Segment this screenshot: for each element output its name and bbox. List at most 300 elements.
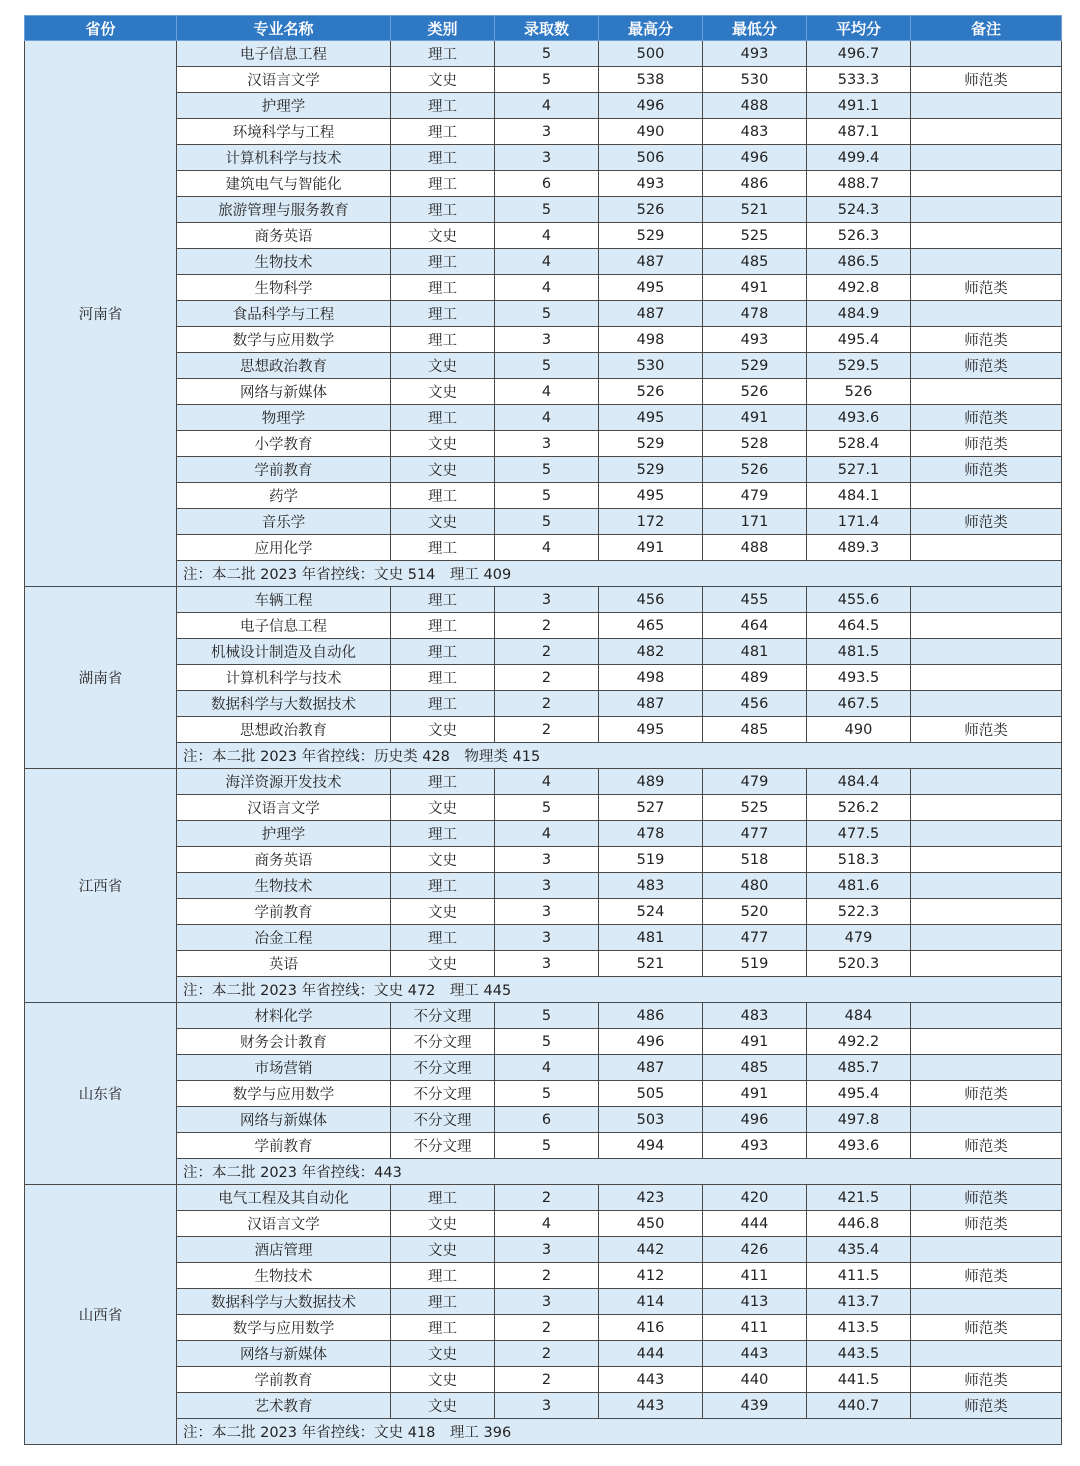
major-cell: 计算机科学与技术 <box>177 145 391 171</box>
admitted-count-cell: 2 <box>495 665 599 691</box>
table-row <box>25 1055 1062 1081</box>
min-score-cell: 521 <box>703 197 807 223</box>
remarks-cell <box>911 821 1062 847</box>
min-score-cell: 464 <box>703 613 807 639</box>
avg-score-cell: 526 <box>807 379 911 405</box>
min-score-cell: 426 <box>703 1237 807 1263</box>
table-row <box>25 145 1062 171</box>
max-score-cell: 465 <box>599 613 703 639</box>
admission-table-container <box>24 15 1061 1445</box>
min-score-cell: 526 <box>703 379 807 405</box>
major-cell: 护理学 <box>177 821 391 847</box>
remarks-cell: 师范类 <box>911 717 1062 743</box>
major-cell: 物理学 <box>177 405 391 431</box>
province-note-row <box>25 743 1062 769</box>
category-cell: 文史 <box>391 509 495 535</box>
header-avg-score: 平均分 <box>807 16 911 41</box>
table-row <box>25 1315 1062 1341</box>
avg-score-cell: 481.5 <box>807 639 911 665</box>
province-cell: 湖南省 <box>25 587 177 769</box>
province-cell: 山东省 <box>25 1003 177 1185</box>
admitted-count-cell: 3 <box>495 1237 599 1263</box>
max-score-cell: 526 <box>599 379 703 405</box>
avg-score-cell: 492.8 <box>807 275 911 301</box>
remarks-cell: 师范类 <box>911 431 1062 457</box>
category-cell: 理工 <box>391 327 495 353</box>
admitted-count-cell: 5 <box>495 301 599 327</box>
category-cell: 文史 <box>391 795 495 821</box>
avg-score-cell: 421.5 <box>807 1185 911 1211</box>
province-cell: 山西省 <box>25 1185 177 1445</box>
category-cell: 文史 <box>391 951 495 977</box>
admitted-count-cell: 5 <box>495 795 599 821</box>
major-cell: 汉语言文学 <box>177 67 391 93</box>
min-score-cell: 444 <box>703 1211 807 1237</box>
min-score-cell: 413 <box>703 1289 807 1315</box>
major-cell: 车辆工程 <box>177 587 391 613</box>
avg-score-cell: 413.5 <box>807 1315 911 1341</box>
category-cell: 理工 <box>391 145 495 171</box>
max-score-cell: 524 <box>599 899 703 925</box>
avg-score-cell: 518.3 <box>807 847 911 873</box>
avg-score-cell: 493.6 <box>807 1133 911 1159</box>
remarks-cell <box>911 145 1062 171</box>
admitted-count-cell: 5 <box>495 457 599 483</box>
max-score-cell: 530 <box>599 353 703 379</box>
min-score-cell: 493 <box>703 1133 807 1159</box>
category-cell: 理工 <box>391 873 495 899</box>
category-cell: 文史 <box>391 457 495 483</box>
table-row <box>25 275 1062 301</box>
remarks-cell: 师范类 <box>911 353 1062 379</box>
avg-score-cell: 479 <box>807 925 911 951</box>
max-score-cell: 482 <box>599 639 703 665</box>
table-row <box>25 41 1062 67</box>
avg-score-cell: 477.5 <box>807 821 911 847</box>
major-cell: 药学 <box>177 483 391 509</box>
category-cell: 文史 <box>391 379 495 405</box>
major-cell: 艺术教育 <box>177 1393 391 1419</box>
max-score-cell: 412 <box>599 1263 703 1289</box>
table-row <box>25 691 1062 717</box>
remarks-cell <box>911 1029 1062 1055</box>
avg-score-cell: 413.7 <box>807 1289 911 1315</box>
table-row <box>25 717 1062 743</box>
table-row <box>25 1393 1062 1419</box>
category-cell: 理工 <box>391 1263 495 1289</box>
min-score-cell: 485 <box>703 1055 807 1081</box>
admitted-count-cell: 4 <box>495 405 599 431</box>
province-note-row <box>25 977 1062 1003</box>
table-row <box>25 93 1062 119</box>
category-cell: 理工 <box>391 691 495 717</box>
remarks-cell <box>911 171 1062 197</box>
major-cell: 财务会计教育 <box>177 1029 391 1055</box>
admitted-count-cell: 4 <box>495 93 599 119</box>
admitted-count-cell: 5 <box>495 197 599 223</box>
major-cell: 小学教育 <box>177 431 391 457</box>
major-cell: 数学与应用数学 <box>177 1081 391 1107</box>
min-score-cell: 485 <box>703 717 807 743</box>
major-cell: 电子信息工程 <box>177 41 391 67</box>
remarks-cell <box>911 587 1062 613</box>
min-score-cell: 485 <box>703 249 807 275</box>
category-cell: 不分文理 <box>391 1133 495 1159</box>
max-score-cell: 495 <box>599 405 703 431</box>
table-row <box>25 587 1062 613</box>
category-cell: 文史 <box>391 431 495 457</box>
max-score-cell: 496 <box>599 1029 703 1055</box>
major-cell: 机械设计制造及自动化 <box>177 639 391 665</box>
admitted-count-cell: 4 <box>495 1055 599 1081</box>
header-category: 类别 <box>391 16 495 41</box>
table-row <box>25 1133 1062 1159</box>
remarks-cell <box>911 665 1062 691</box>
category-cell: 文史 <box>391 717 495 743</box>
admitted-count-cell: 5 <box>495 1029 599 1055</box>
admitted-count-cell: 3 <box>495 847 599 873</box>
min-score-cell: 481 <box>703 639 807 665</box>
category-cell: 理工 <box>391 925 495 951</box>
min-score-cell: 477 <box>703 925 807 951</box>
min-score-cell: 488 <box>703 93 807 119</box>
admitted-count-cell: 3 <box>495 899 599 925</box>
major-cell: 护理学 <box>177 93 391 119</box>
major-cell: 网络与新媒体 <box>177 1341 391 1367</box>
max-score-cell: 495 <box>599 483 703 509</box>
admitted-count-cell: 2 <box>495 613 599 639</box>
table-row <box>25 301 1062 327</box>
major-cell: 数学与应用数学 <box>177 327 391 353</box>
table-row <box>25 1237 1062 1263</box>
category-cell: 理工 <box>391 483 495 509</box>
avg-score-cell: 522.3 <box>807 899 911 925</box>
min-score-cell: 519 <box>703 951 807 977</box>
province-note-row <box>25 1419 1062 1445</box>
major-cell: 市场营销 <box>177 1055 391 1081</box>
major-cell: 生物技术 <box>177 249 391 275</box>
remarks-cell: 师范类 <box>911 1211 1062 1237</box>
category-cell: 文史 <box>391 223 495 249</box>
remarks-cell <box>911 223 1062 249</box>
control-line-note: 注：本二批 2023 年省控线：历史类 428 物理类 415 <box>177 743 1062 769</box>
min-score-cell: 496 <box>703 1107 807 1133</box>
min-score-cell: 478 <box>703 301 807 327</box>
max-score-cell: 416 <box>599 1315 703 1341</box>
header-major: 专业名称 <box>177 16 391 41</box>
category-cell: 不分文理 <box>391 1055 495 1081</box>
table-row <box>25 613 1062 639</box>
avg-score-cell: 520.3 <box>807 951 911 977</box>
max-score-cell: 494 <box>599 1133 703 1159</box>
table-row <box>25 353 1062 379</box>
min-score-cell: 518 <box>703 847 807 873</box>
remarks-cell <box>911 1237 1062 1263</box>
max-score-cell: 495 <box>599 275 703 301</box>
admitted-count-cell: 5 <box>495 1003 599 1029</box>
min-score-cell: 411 <box>703 1315 807 1341</box>
max-score-cell: 529 <box>599 431 703 457</box>
admission-scores-table <box>24 15 1062 1445</box>
remarks-cell: 师范类 <box>911 405 1062 431</box>
major-cell: 网络与新媒体 <box>177 1107 391 1133</box>
avg-score-cell: 533.3 <box>807 67 911 93</box>
avg-score-cell: 489.3 <box>807 535 911 561</box>
category-cell: 不分文理 <box>391 1029 495 1055</box>
major-cell: 汉语言文学 <box>177 795 391 821</box>
min-score-cell: 520 <box>703 899 807 925</box>
avg-score-cell: 526.2 <box>807 795 911 821</box>
table-row <box>25 1081 1062 1107</box>
category-cell: 文史 <box>391 1237 495 1263</box>
admitted-count-cell: 3 <box>495 145 599 171</box>
major-cell: 计算机科学与技术 <box>177 665 391 691</box>
avg-score-cell: 435.4 <box>807 1237 911 1263</box>
major-cell: 酒店管理 <box>177 1237 391 1263</box>
category-cell: 理工 <box>391 821 495 847</box>
min-score-cell: 479 <box>703 483 807 509</box>
remarks-cell: 师范类 <box>911 509 1062 535</box>
category-cell: 理工 <box>391 1185 495 1211</box>
max-score-cell: 519 <box>599 847 703 873</box>
admitted-count-cell: 6 <box>495 171 599 197</box>
max-score-cell: 481 <box>599 925 703 951</box>
header-max-score: 最高分 <box>599 16 703 41</box>
major-cell: 旅游管理与服务教育 <box>177 197 391 223</box>
major-cell: 环境科学与工程 <box>177 119 391 145</box>
avg-score-cell: 485.7 <box>807 1055 911 1081</box>
major-cell: 思想政治教育 <box>177 353 391 379</box>
header-admitted: 录取数 <box>495 16 599 41</box>
admitted-count-cell: 4 <box>495 275 599 301</box>
admitted-count-cell: 5 <box>495 353 599 379</box>
avg-score-cell: 443.5 <box>807 1341 911 1367</box>
table-row <box>25 535 1062 561</box>
control-line-note: 注：本二批 2023 年省控线：443 <box>177 1159 1062 1185</box>
remarks-cell <box>911 951 1062 977</box>
max-score-cell: 500 <box>599 41 703 67</box>
min-score-cell: 493 <box>703 41 807 67</box>
major-cell: 生物技术 <box>177 873 391 899</box>
category-cell: 理工 <box>391 665 495 691</box>
remarks-cell: 师范类 <box>911 1263 1062 1289</box>
table-row <box>25 457 1062 483</box>
avg-score-cell: 497.8 <box>807 1107 911 1133</box>
min-score-cell: 488 <box>703 535 807 561</box>
remarks-cell: 师范类 <box>911 1393 1062 1419</box>
max-score-cell: 526 <box>599 197 703 223</box>
category-cell: 理工 <box>391 769 495 795</box>
major-cell: 应用化学 <box>177 535 391 561</box>
max-score-cell: 423 <box>599 1185 703 1211</box>
table-row <box>25 1289 1062 1315</box>
min-score-cell: 491 <box>703 405 807 431</box>
admitted-count-cell: 5 <box>495 483 599 509</box>
table-row <box>25 405 1062 431</box>
table-row <box>25 769 1062 795</box>
admitted-count-cell: 5 <box>495 509 599 535</box>
admitted-count-cell: 3 <box>495 587 599 613</box>
admitted-count-cell: 3 <box>495 1289 599 1315</box>
table-row <box>25 639 1062 665</box>
category-cell: 理工 <box>391 275 495 301</box>
admitted-count-cell: 3 <box>495 1393 599 1419</box>
avg-score-cell: 488.7 <box>807 171 911 197</box>
table-row <box>25 327 1062 353</box>
avg-score-cell: 526.3 <box>807 223 911 249</box>
table-row <box>25 847 1062 873</box>
remarks-cell: 师范类 <box>911 457 1062 483</box>
category-cell: 理工 <box>391 119 495 145</box>
admitted-count-cell: 4 <box>495 379 599 405</box>
category-cell: 文史 <box>391 67 495 93</box>
remarks-cell: 师范类 <box>911 67 1062 93</box>
category-cell: 文史 <box>391 1211 495 1237</box>
avg-score-cell: 486.5 <box>807 249 911 275</box>
max-score-cell: 443 <box>599 1367 703 1393</box>
category-cell: 文史 <box>391 1393 495 1419</box>
admitted-count-cell: 3 <box>495 873 599 899</box>
max-score-cell: 172 <box>599 509 703 535</box>
avg-score-cell: 499.4 <box>807 145 911 171</box>
min-score-cell: 443 <box>703 1341 807 1367</box>
avg-score-cell: 484.1 <box>807 483 911 509</box>
max-score-cell: 493 <box>599 171 703 197</box>
category-cell: 理工 <box>391 41 495 67</box>
max-score-cell: 483 <box>599 873 703 899</box>
table-row <box>25 379 1062 405</box>
category-cell: 文史 <box>391 1341 495 1367</box>
category-cell: 理工 <box>391 93 495 119</box>
admitted-count-cell: 5 <box>495 1081 599 1107</box>
admitted-count-cell: 2 <box>495 639 599 665</box>
min-score-cell: 480 <box>703 873 807 899</box>
remarks-cell <box>911 301 1062 327</box>
admitted-count-cell: 5 <box>495 1133 599 1159</box>
admitted-count-cell: 3 <box>495 925 599 951</box>
major-cell: 学前教育 <box>177 899 391 925</box>
major-cell: 数据科学与大数据技术 <box>177 691 391 717</box>
admitted-count-cell: 4 <box>495 769 599 795</box>
min-score-cell: 483 <box>703 1003 807 1029</box>
avg-score-cell: 464.5 <box>807 613 911 639</box>
major-cell: 思想政治教育 <box>177 717 391 743</box>
remarks-cell <box>911 1107 1062 1133</box>
min-score-cell: 528 <box>703 431 807 457</box>
table-row <box>25 249 1062 275</box>
remarks-cell: 师范类 <box>911 327 1062 353</box>
category-cell: 理工 <box>391 1289 495 1315</box>
remarks-cell <box>911 847 1062 873</box>
table-row <box>25 795 1062 821</box>
remarks-cell <box>911 795 1062 821</box>
province-note-row <box>25 561 1062 587</box>
admitted-count-cell: 2 <box>495 1263 599 1289</box>
admitted-count-cell: 2 <box>495 1341 599 1367</box>
remarks-cell <box>911 93 1062 119</box>
major-cell: 海洋资源开发技术 <box>177 769 391 795</box>
table-row <box>25 1211 1062 1237</box>
max-score-cell: 442 <box>599 1237 703 1263</box>
table-row <box>25 431 1062 457</box>
category-cell: 理工 <box>391 171 495 197</box>
remarks-cell <box>911 925 1062 951</box>
min-score-cell: 171 <box>703 509 807 535</box>
max-score-cell: 490 <box>599 119 703 145</box>
min-score-cell: 491 <box>703 1029 807 1055</box>
remarks-cell <box>911 379 1062 405</box>
category-cell: 理工 <box>391 301 495 327</box>
max-score-cell: 495 <box>599 717 703 743</box>
max-score-cell: 529 <box>599 223 703 249</box>
category-cell: 理工 <box>391 639 495 665</box>
max-score-cell: 521 <box>599 951 703 977</box>
table-row <box>25 665 1062 691</box>
major-cell: 材料化学 <box>177 1003 391 1029</box>
major-cell: 商务英语 <box>177 223 391 249</box>
max-score-cell: 487 <box>599 1055 703 1081</box>
header-remarks: 备注 <box>911 16 1062 41</box>
avg-score-cell: 455.6 <box>807 587 911 613</box>
max-score-cell: 486 <box>599 1003 703 1029</box>
avg-score-cell: 524.3 <box>807 197 911 223</box>
province-note-row <box>25 1159 1062 1185</box>
remarks-cell <box>911 899 1062 925</box>
table-row <box>25 509 1062 535</box>
avg-score-cell: 487.1 <box>807 119 911 145</box>
min-score-cell: 440 <box>703 1367 807 1393</box>
avg-score-cell: 493.6 <box>807 405 911 431</box>
table-row <box>25 1003 1062 1029</box>
admitted-count-cell: 4 <box>495 223 599 249</box>
table-header-row <box>25 16 1062 41</box>
table-row <box>25 1107 1062 1133</box>
category-cell: 理工 <box>391 1315 495 1341</box>
avg-score-cell: 484.9 <box>807 301 911 327</box>
max-score-cell: 487 <box>599 301 703 327</box>
admitted-count-cell: 4 <box>495 1211 599 1237</box>
remarks-cell: 师范类 <box>911 1133 1062 1159</box>
max-score-cell: 456 <box>599 587 703 613</box>
min-score-cell: 411 <box>703 1263 807 1289</box>
min-score-cell: 439 <box>703 1393 807 1419</box>
min-score-cell: 486 <box>703 171 807 197</box>
table-row <box>25 899 1062 925</box>
admitted-count-cell: 2 <box>495 691 599 717</box>
min-score-cell: 479 <box>703 769 807 795</box>
header-min-score: 最低分 <box>703 16 807 41</box>
major-cell: 音乐学 <box>177 509 391 535</box>
remarks-cell <box>911 639 1062 665</box>
province-cell: 河南省 <box>25 41 177 587</box>
avg-score-cell: 440.7 <box>807 1393 911 1419</box>
table-row <box>25 821 1062 847</box>
admitted-count-cell: 2 <box>495 1315 599 1341</box>
avg-score-cell: 484 <box>807 1003 911 1029</box>
min-score-cell: 529 <box>703 353 807 379</box>
max-score-cell: 450 <box>599 1211 703 1237</box>
max-score-cell: 505 <box>599 1081 703 1107</box>
remarks-cell <box>911 1341 1062 1367</box>
remarks-cell <box>911 873 1062 899</box>
remarks-cell <box>911 613 1062 639</box>
table-row <box>25 951 1062 977</box>
remarks-cell <box>911 691 1062 717</box>
avg-score-cell: 528.4 <box>807 431 911 457</box>
min-score-cell: 489 <box>703 665 807 691</box>
remarks-cell <box>911 483 1062 509</box>
control-line-note: 注：本二批 2023 年省控线：文史 418 理工 396 <box>177 1419 1062 1445</box>
